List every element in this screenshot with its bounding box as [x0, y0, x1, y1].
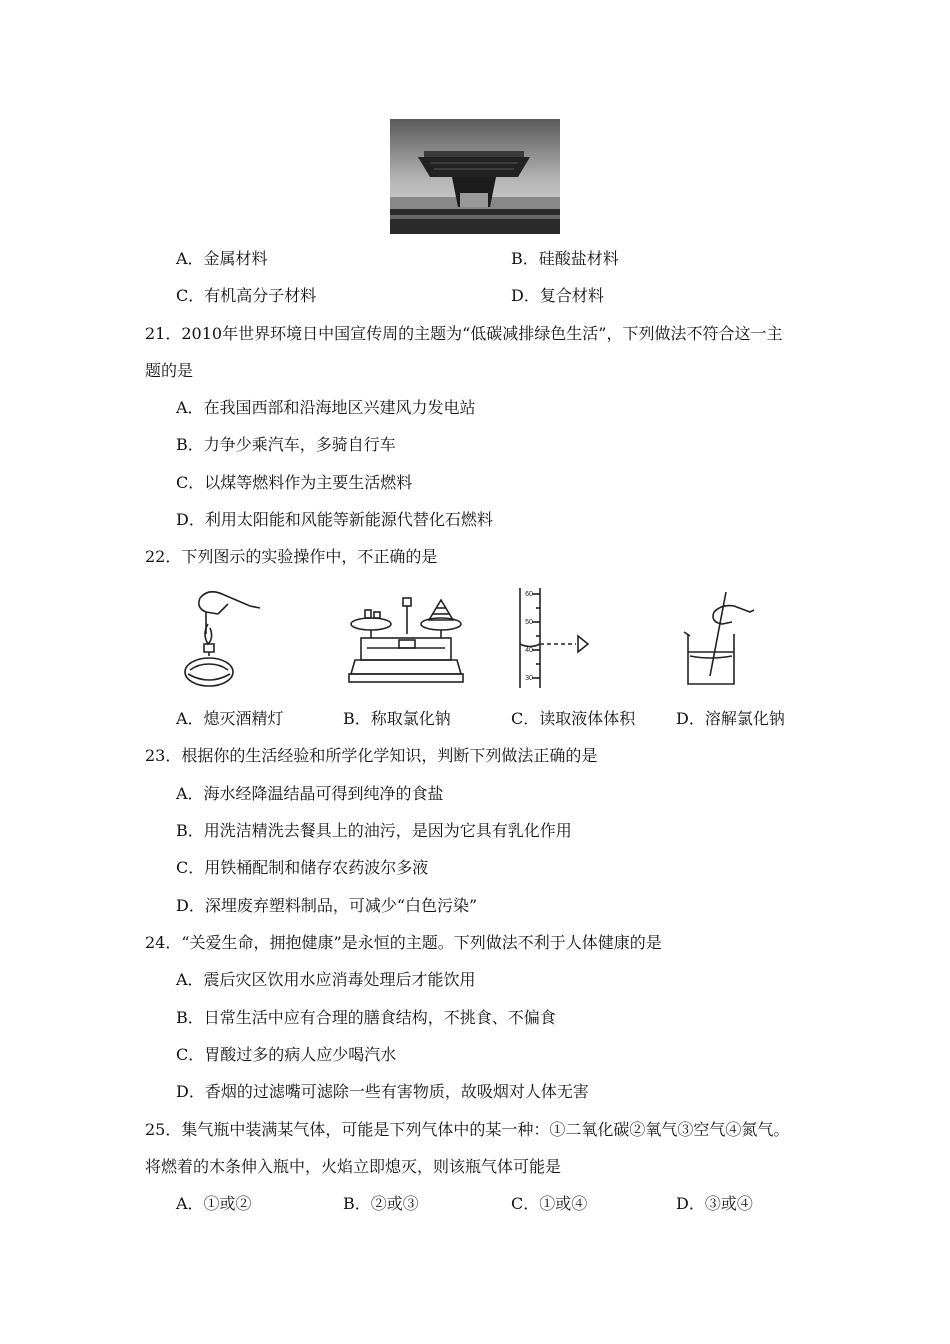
q24-option-d: D．香烟的过滤嘴可滤除一些有害物质，故吸烟对人体无害	[176, 1082, 589, 1101]
q25-option-d: D．③或④	[676, 1194, 753, 1213]
cylinder-tick-50: 50	[525, 619, 533, 626]
q23-option-c: C．用铁桶配制和储存农药波尔多液	[176, 858, 429, 877]
q24-option-a: A．震后灾区饮用水应消毒处理后才能饮用	[176, 970, 476, 989]
q22-option-b: B．称取氯化钠	[343, 709, 451, 728]
q20-option-a: A．金属材料	[176, 249, 268, 268]
q21-option-a: A．在我国西部和沿海地区兴建风力发电站	[176, 398, 476, 417]
q24-stem: 24．“关爱生命，拥抱健康”是永恒的主题。下列做法不利于人体健康的是	[145, 933, 662, 952]
q20-option-b: B．硅酸盐材料	[511, 249, 619, 268]
q22-stem: 22．下列图示的实验操作中，不正确的是	[145, 547, 438, 566]
q23-option-b: B．用洗洁精洗去餐具上的油污，是因为它具有乳化作用	[176, 821, 572, 840]
q25-stem-line1: 25．集气瓶中装满某气体，可能是下列气体中的某一种：①二氧化碳②氧气③空气④氮气。	[145, 1120, 790, 1139]
pavilion-photo	[390, 119, 560, 234]
q24-option-b: B．日常生活中应有合理的膳食结构，不挑食、不偏食	[176, 1008, 556, 1027]
cylinder-tick-60: 60	[525, 591, 533, 598]
q22-option-d: D．溶解氯化钠	[676, 709, 785, 728]
q23-option-d: D．深埋废弃塑料制品，可减少“白色污染”	[176, 896, 478, 915]
q25-option-b: B．②或③	[343, 1194, 419, 1213]
q21-stem-line2: 题的是	[145, 361, 194, 380]
q21-option-d: D．利用太阳能和风能等新能源代替化石燃料	[176, 510, 493, 529]
q25-option-a: A．①或②	[176, 1194, 252, 1213]
cylinder-tick-30: 30	[525, 675, 533, 682]
q24-option-c: C．胃酸过多的病人应少喝汽水	[176, 1045, 397, 1064]
q21-option-c: C．以煤等燃料作为主要生活燃料	[176, 473, 413, 492]
cylinder-tick-40: 40	[525, 647, 533, 654]
alcohol-lamp-figure	[178, 586, 268, 692]
q20-option-d: D．复合材料	[511, 286, 604, 305]
q23-stem: 23．根据你的生活经验和所学化学知识，判断下列做法正确的是	[145, 746, 598, 765]
q25-option-c: C．①或④	[511, 1194, 588, 1213]
q25-stem-line2: 将燃着的木条伸入瓶中，火焰立即熄灭，则该瓶气体可能是	[145, 1157, 562, 1176]
q22-option-c: C．读取液体体积	[511, 709, 636, 728]
q20-option-c: C．有机高分子材料	[176, 286, 317, 305]
q21-option-b: B．力争少乘汽车，多骑自行车	[176, 435, 396, 454]
balance-figure	[345, 594, 467, 690]
beaker-figure	[680, 590, 760, 690]
q23-option-a: A．海水经降温结晶可得到纯净的食盐	[176, 784, 444, 803]
q21-stem-line1: 21．2010年世界环境日中国宣传周的主题为“低碳减排绿色生活”，下列做法不符合这一主	[145, 324, 783, 343]
q22-option-a: A．熄灭酒精灯	[176, 709, 284, 728]
cylinder-figure	[510, 586, 600, 690]
